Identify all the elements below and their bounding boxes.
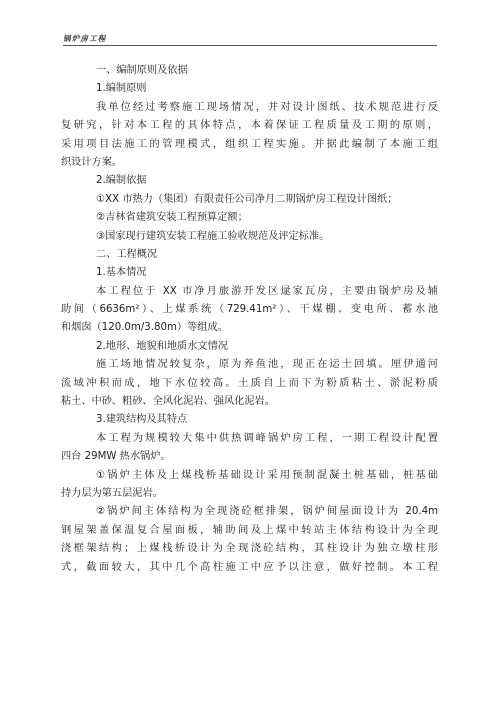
text-line: 施工场地情况较复杂，原为养鱼池，现正在运土回填。厘伊通河 bbox=[96, 359, 438, 371]
text-line: ①锅炉主体及上煤栈桥基础设计采用预制混凝土桩基础，桩基础 bbox=[96, 469, 438, 481]
text-line: ③国家现行建筑安装工程施工验收规范及评定标准。 bbox=[96, 230, 330, 242]
text-line: 浇框架结构；上煤栈桥设计为全现浇砼结构，其柱设计为独立墩柱形 bbox=[61, 543, 438, 555]
text-line: 粘土、中砂、粗砂、全风化泥岩、强风化泥岩。 bbox=[61, 396, 275, 408]
text-line: 钢屋架盖保温复合屋面板，辅助间及上煤中转站主体结构设计为全现 bbox=[61, 524, 438, 536]
header-title: 锅炉房工程 bbox=[63, 34, 107, 43]
text-line: 本工程位于 XX 市净月旅游开发区逯家瓦房，主要由锅炉房及辅 bbox=[96, 285, 438, 297]
text-line: 四台 29MW 热水锅炉。 bbox=[61, 451, 171, 463]
text-line: 二、工程概况 bbox=[96, 248, 158, 260]
text-line: 和烟囱（120.0m/3.80m）等组成。 bbox=[61, 322, 228, 334]
text-line: 1.编制原则 bbox=[96, 83, 147, 95]
document-body bbox=[61, 62, 438, 577]
text-line: 式，截面较大，其中几个高柱施工中应予以注意，做好控制。本工程 bbox=[61, 561, 438, 573]
text-line: 本工程为规模较大集中供热调峰锅炉房工程，一期工程设计配置 bbox=[96, 432, 438, 444]
text-line: 一、编制原则及依据 bbox=[96, 65, 188, 76]
text-line: ②吉林省建筑安装工程预算定额； bbox=[96, 212, 248, 224]
text-line: 2.编制依据 bbox=[96, 175, 147, 187]
text-line: ②锅炉间主体结构为全现浇砼框排架，锅炉间屋面设计为 20.4m bbox=[96, 506, 438, 518]
text-line: 流域冲积而成，地下水位较高。土质自上而下为粉质粘土、淤泥粉质 bbox=[61, 377, 438, 389]
text-line: 织设计方案。 bbox=[61, 156, 123, 168]
text-line: ①XX 市热力（集团）有限责任公司净月二期锅炉房工程设计图纸； bbox=[96, 193, 398, 205]
text-line: 3.建筑结构及其特点 bbox=[96, 414, 188, 426]
page-header bbox=[63, 30, 437, 46]
text-line: 复研究，针对本工程的具体特点，本着保证工程质量及工期的原则， bbox=[61, 120, 438, 132]
text-line: 2.地形、地貌和地质水文情况 bbox=[96, 340, 228, 352]
text-line: 1.基本情况 bbox=[96, 267, 147, 279]
text-line: 助间（6636m²）、上煤系统（729.41m²）、干煤棚、变电所、蓄水池 bbox=[61, 304, 438, 316]
text-line: 我单位经过考察施工现场情况，并对设计图纸、技术规范进行反 bbox=[96, 101, 438, 113]
text-line: 持力层为第五层泥岩。 bbox=[61, 487, 163, 499]
text-line: 采用项目法施工的管理模式，组织工程实施。并据此编制了本施工组 bbox=[61, 138, 438, 150]
